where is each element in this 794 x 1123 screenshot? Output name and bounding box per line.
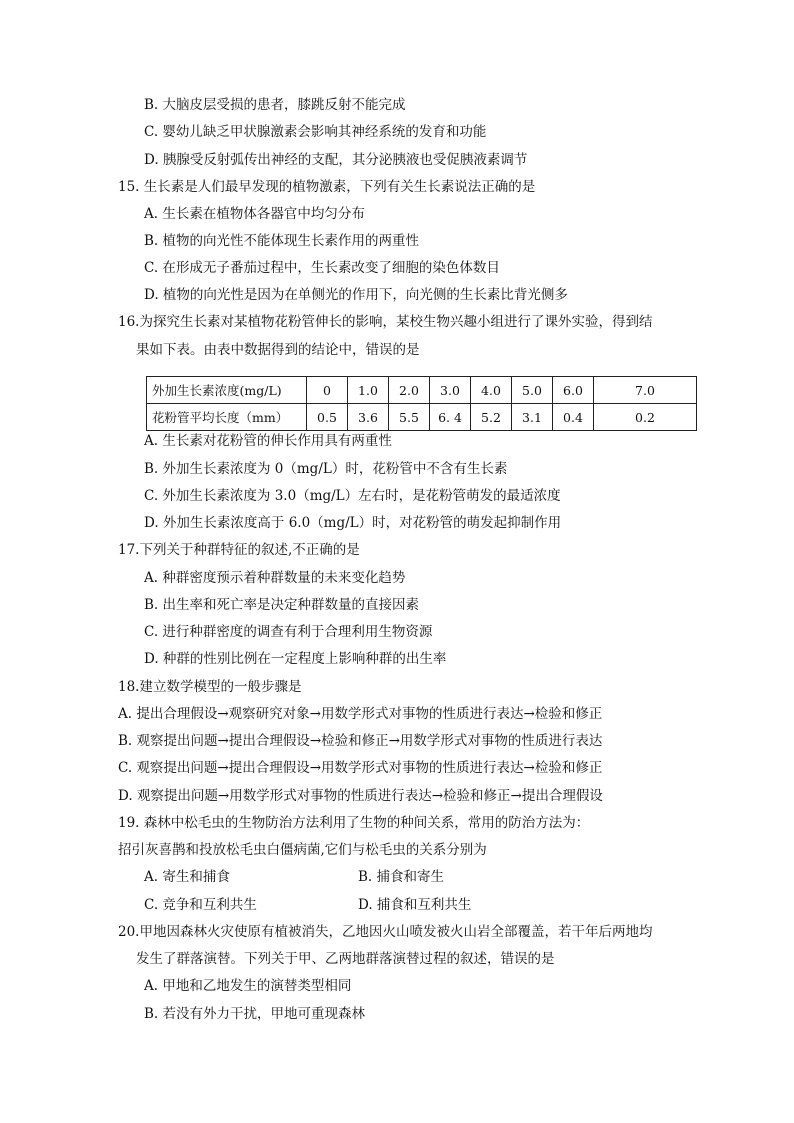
- q15-option-c: C. 在形成无子番茄过程中，生长素改变了细胞的染色体数目: [144, 260, 500, 276]
- q14-option-d: D. 胰腺受反射弧传出神经的支配，其分泌胰液也受促胰液素调节: [144, 152, 528, 168]
- table-cell: 5.2: [471, 404, 512, 431]
- table-cell: 1.0: [348, 377, 389, 404]
- table-cell: 0.4: [553, 404, 594, 431]
- q15-option-a: A. 生长素在植物体各器官中均匀分布: [144, 206, 365, 222]
- q16-stem-line2: 果如下表。由表中数据得到的结论中，错误的是: [136, 342, 420, 358]
- table-cell: 0.2: [594, 404, 697, 431]
- q16-option-b: B. 外加生长素浓度为 0（mg/L）时，花粉管中不含有生长素: [144, 461, 508, 477]
- q17-option-d: D. 种群的性别比例在一定程度上影响种群的出生率: [144, 651, 447, 667]
- q18-option-b: B. 观察提出问题→提出合理假设→检验和修正→用数学形式对事物的性质进行表达: [118, 733, 603, 749]
- table-cell: 3.1: [512, 404, 553, 431]
- q17-stem: 17.下列关于种群特征的叙述,不正确的是: [118, 542, 360, 558]
- q16-option-d: D. 外加生长素浓度高于 6.0（mg/L）时，对花粉管的萌发起抑制作用: [144, 515, 562, 531]
- table-cell: 2.0: [389, 377, 430, 404]
- q20-option-a: A. 甲地和乙地发生的演替类型相同: [144, 978, 352, 994]
- table-cell: 0.5: [307, 404, 348, 431]
- q15-stem: 15. 生长素是人们最早发现的植物激素，下列有关生长素说法正确的是: [118, 179, 536, 195]
- q19-option-a: A. 寄生和捕食: [144, 869, 230, 885]
- table-cell: 6. 4: [430, 404, 471, 431]
- q15-option-d: D. 植物的向光性是因为在单侧光的作用下，向光侧的生长素比背光侧多: [144, 287, 568, 303]
- q16-stem-line1: 16.为探究生长素对某植物花粉管伸长的影响，某校生物兴趣小组进行了课外实验，得到结: [118, 314, 653, 330]
- table-cell: 7.0: [594, 377, 697, 404]
- table-cell: 3.6: [348, 404, 389, 431]
- table-cell: 3.0: [430, 377, 471, 404]
- q16-option-a: A. 生长素对花粉管的伸长作用具有两重性: [144, 433, 392, 449]
- q18-stem: 18.建立数学模型的一般步骤是: [118, 679, 302, 695]
- q19-option-c: C. 竞争和互利共生: [144, 897, 257, 913]
- q20-stem-line1: 20.甲地因森林火灾使原有植被消失，乙地因火山喷发被火山岩全部覆盖，若干年后两地均: [118, 924, 653, 940]
- table-cell: 6.0: [553, 377, 594, 404]
- table-row: [147, 404, 697, 431]
- q19-stem-line2: 招引灰喜鹊和投放松毛虫白僵病菌,它们与松毛虫的关系分别为: [118, 842, 487, 858]
- q16-option-c: C. 外加生长素浓度为 3.0（mg/L）左右时，是花粉管萌发的最适浓度: [144, 488, 561, 504]
- table-cell: 4.0: [471, 377, 512, 404]
- q17-option-b: B. 出生率和死亡率是决定种群数量的直接因素: [144, 597, 420, 613]
- q15-option-b: B. 植物的向光性不能体现生长素作用的两重性: [144, 233, 420, 249]
- q14-option-c: C. 婴幼儿缺乏甲状腺激素会影响其神经系统的发育和功能: [144, 124, 487, 140]
- q18-option-d: D. 观察提出问题→用数学形式对事物的性质进行表达→检验和修正→提出合理假设: [118, 788, 603, 804]
- table-cell: 5.5: [389, 404, 430, 431]
- q19-option-d: D. 捕食和互利共生: [358, 897, 472, 913]
- table-row-header: 花粉管平均长度（mm）: [147, 404, 307, 431]
- q19-stem-line1: 19. 森林中松毛虫的生物防治方法利用了生物的种间关系，常用的防治方法为：: [118, 815, 590, 831]
- q20-stem-line2: 发生了群落演替。下列关于甲、乙两地群落演替过程的叙述，错误的是: [136, 951, 555, 967]
- table-row: [147, 377, 697, 404]
- q19-option-b: B. 捕食和寄生: [358, 869, 445, 885]
- q20-option-b: B. 若没有外力干扰，甲地可重现森林: [144, 1006, 366, 1022]
- q16-data-table: [146, 376, 697, 431]
- q18-option-a: A. 提出合理假设→观察研究对象→用数学形式对事物的性质进行表达→检验和修正: [118, 706, 603, 722]
- table-row-header: 外加生长素浓度(mg/L): [147, 377, 307, 404]
- q17-option-a: A. 种群密度预示着种群数量的未来变化趋势: [144, 570, 406, 586]
- table-cell: 5.0: [512, 377, 553, 404]
- q17-option-c: C. 进行种群密度的调查有利于合理利用生物资源: [144, 624, 433, 640]
- table-cell: 0: [307, 377, 348, 404]
- q14-option-b: B. 大脑皮层受损的患者，膝跳反射不能完成: [144, 97, 406, 113]
- q18-option-c: C. 观察提出问题→提出合理假设→用数学形式对事物的性质进行表达→检验和修正: [118, 760, 603, 776]
